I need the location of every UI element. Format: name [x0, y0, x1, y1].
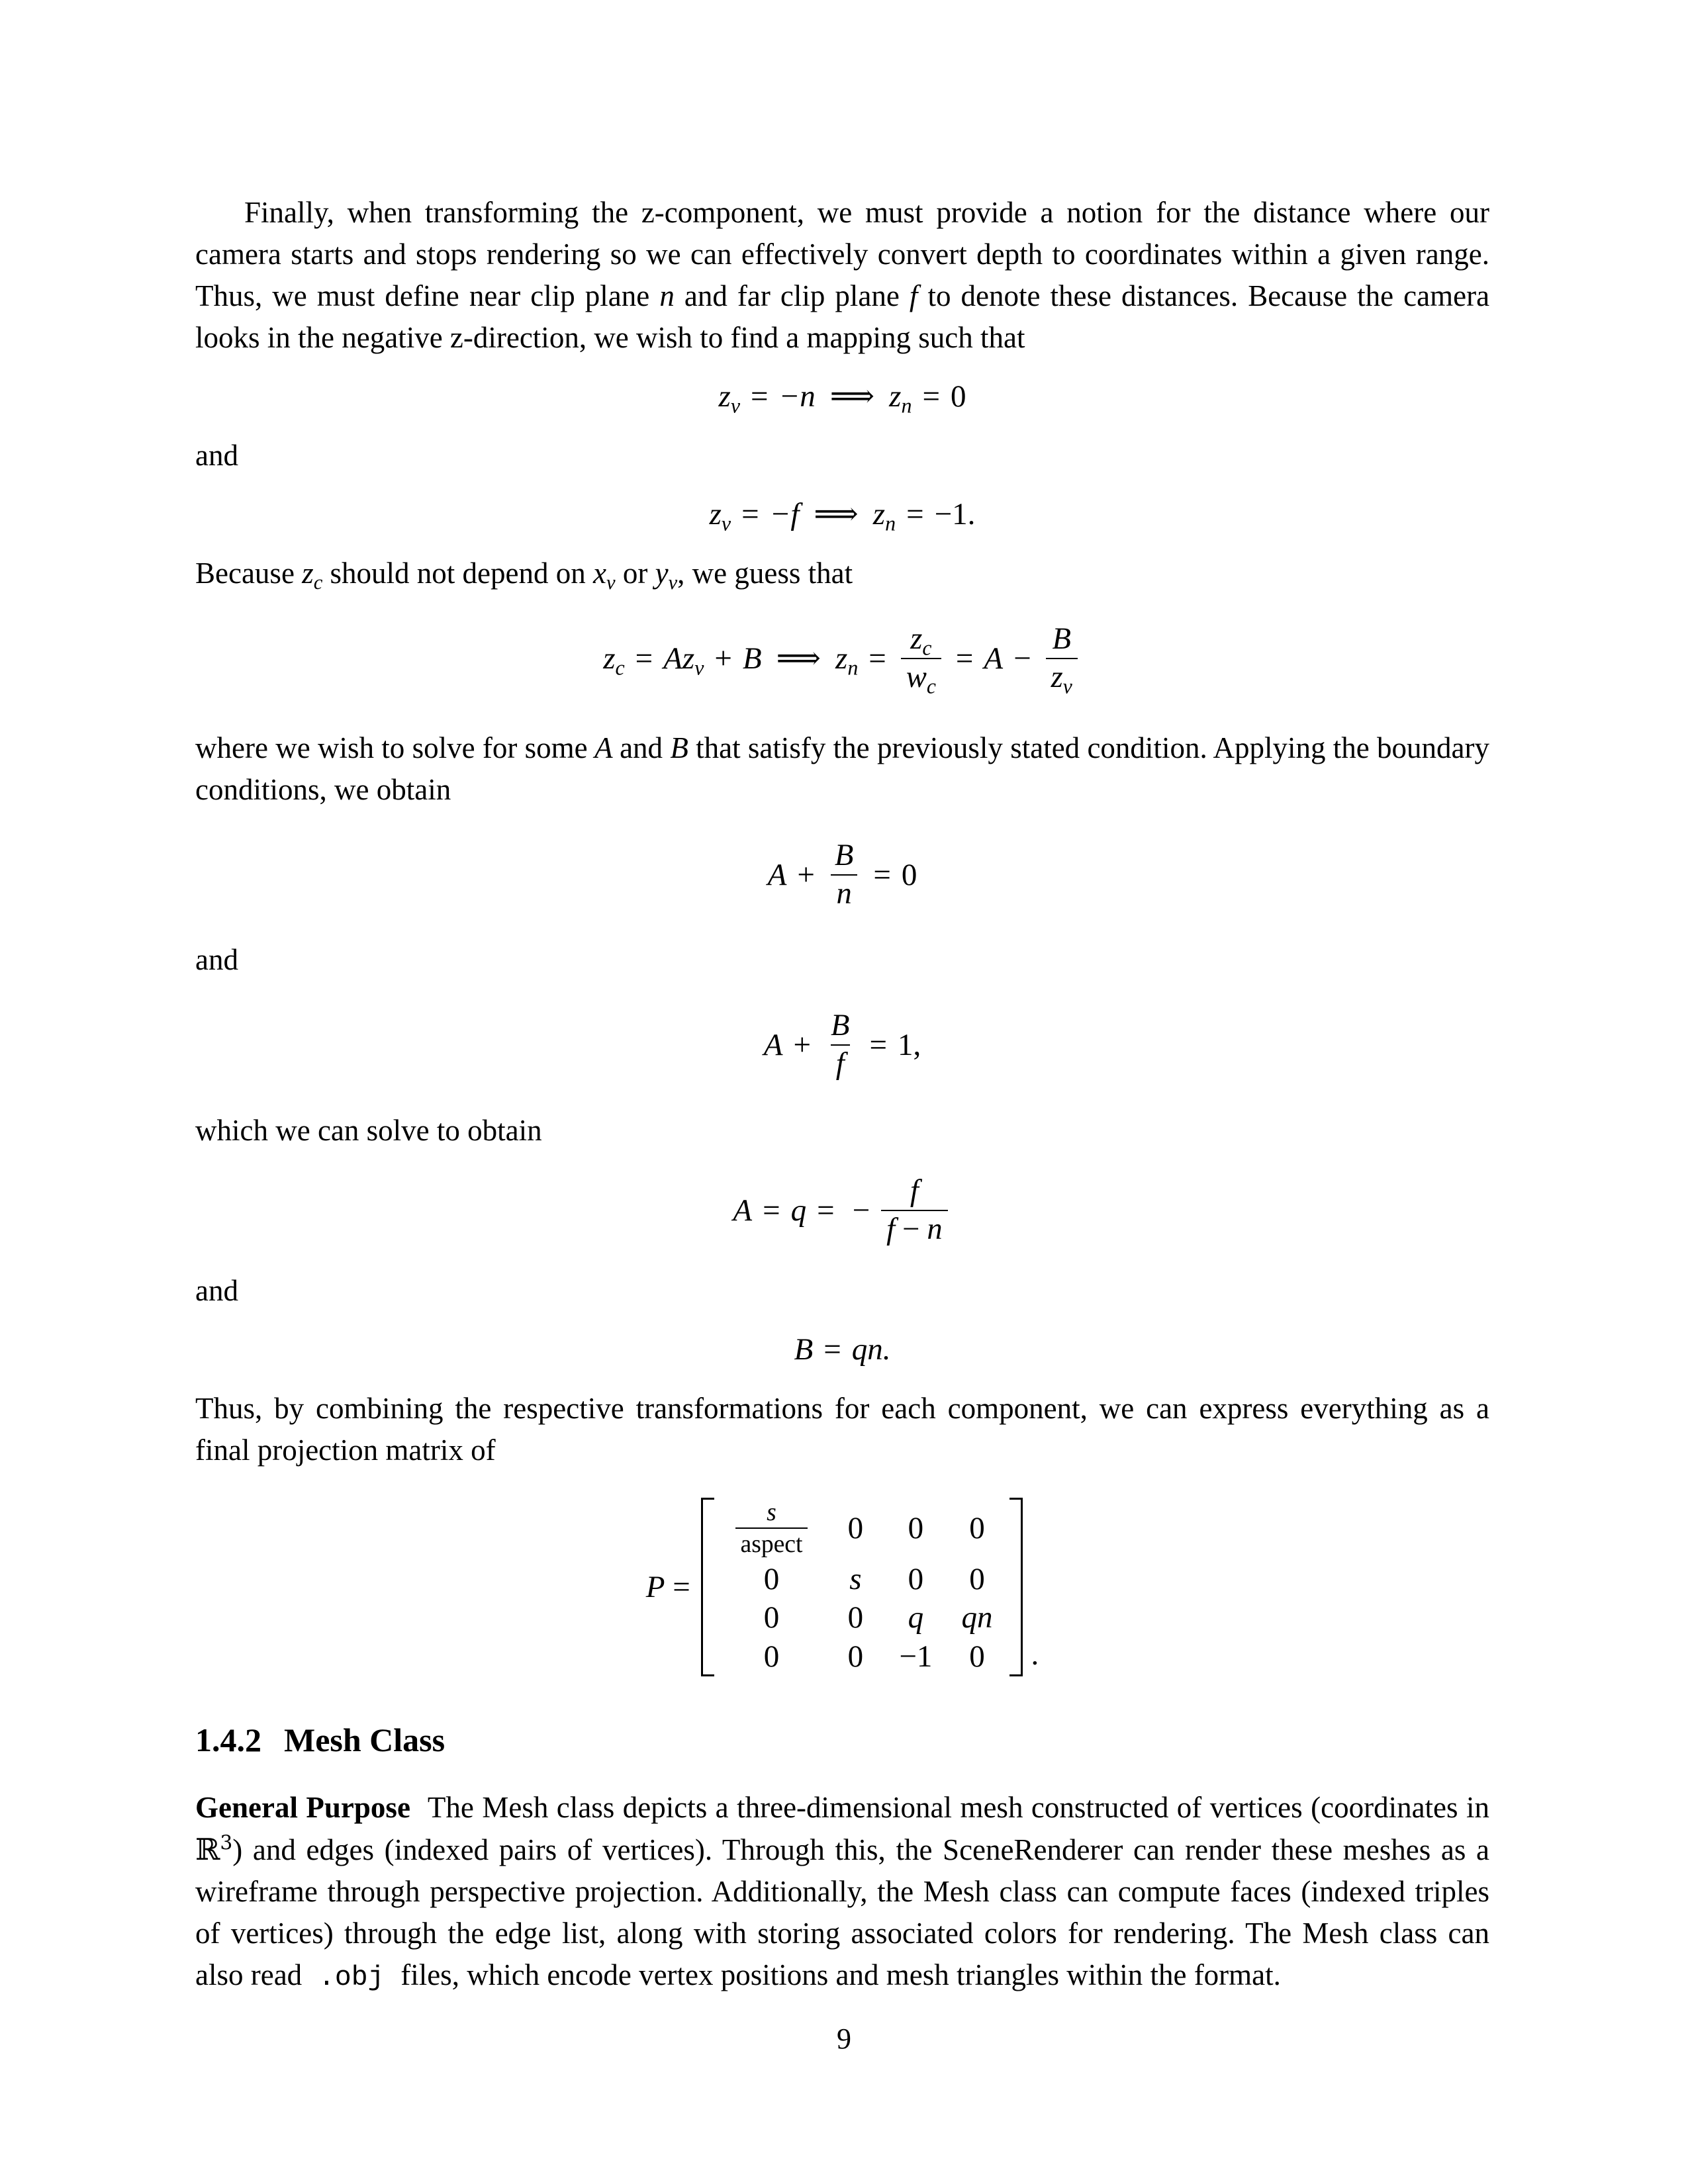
eq5-plus: +	[793, 1028, 812, 1063]
paragraph-intro	[195, 192, 1489, 359]
eq7-equals: =	[823, 1332, 841, 1367]
eq2-res-var: z	[872, 497, 886, 531]
equation-B-equals-qn	[195, 1334, 1489, 1365]
eq1-res-value: 0	[950, 379, 966, 414]
eq3-B: B	[742, 641, 762, 676]
connector-and-3: and	[195, 1273, 238, 1307]
eq6-den-minus: −	[902, 1212, 920, 1246]
eq4-fraction-B-n	[829, 840, 859, 911]
eq2-rhs: −f	[769, 497, 800, 531]
eq3-frac-num-var: z	[910, 622, 923, 656]
matrix-fraction-s-aspect	[735, 1500, 808, 1558]
eq1-rhs: −n	[778, 379, 816, 414]
eq4-equals: =	[873, 857, 891, 892]
connector-and-1: and	[195, 439, 238, 472]
because-mid: should not depend on	[330, 557, 586, 590]
eq3-frac-num-sub: c	[922, 636, 932, 660]
eq2-res-value: −1.	[934, 497, 976, 531]
matrix-cell-3-1: 0	[847, 1639, 864, 1674]
matrix-cell-0-1: 0	[847, 1511, 864, 1546]
symbol-B-inline: B	[670, 731, 688, 764]
eq1-res-equals: =	[922, 379, 940, 414]
because-or: or	[622, 557, 648, 590]
general-purpose-text-c: files, which encode vertex positions and mesh triangles within the format.	[400, 1958, 1281, 1991]
matrix-cell-2-3: qn	[961, 1600, 993, 1635]
matrix-row	[717, 1498, 1008, 1560]
blackboard-R-exponent: 3	[220, 1831, 233, 1855]
eq1-implies-arrow: ⟹	[829, 379, 875, 414]
eq4-frac-den: n	[831, 874, 857, 911]
eq3-frac2-num: B	[1052, 622, 1071, 656]
equation-boundary-far	[195, 1010, 1489, 1081]
eq3-zc-sub: c	[615, 656, 625, 680]
eq6-den-f: f	[886, 1212, 896, 1246]
where-solve-and: and	[620, 731, 663, 764]
matrix-cell-0-2: 0	[908, 1511, 924, 1546]
obj-extension: .obj	[318, 1962, 385, 1993]
equation-zv-near	[195, 379, 1489, 418]
matrix-cell-3-0: 0	[763, 1639, 780, 1674]
eq3-zv-sub: v	[694, 656, 704, 680]
equation-A-equals-q	[195, 1175, 1489, 1246]
section-title: Mesh Class	[284, 1721, 445, 1758]
matrix-row	[717, 1637, 1008, 1676]
eq4-plus: +	[797, 857, 815, 892]
eq3-zc-var: z	[603, 641, 616, 676]
eq3-frac2-den-var: z	[1051, 660, 1063, 694]
eq3-minus: −	[1013, 641, 1031, 676]
equation-boundary-near	[195, 840, 1489, 911]
matrix-cell-1-3: 0	[969, 1561, 985, 1596]
matrix-cell-3-2: −1	[899, 1639, 933, 1674]
eq1-lhs-sub: v	[730, 394, 741, 418]
eq6-minus: −	[852, 1193, 870, 1228]
matrix-frac-den: aspect	[735, 1527, 808, 1557]
matrix-cell-2-2: q	[908, 1600, 924, 1635]
equation-zc-definition	[195, 622, 1489, 698]
eq3-implies-arrow: ⟹	[776, 641, 821, 676]
eq5-value: 1,	[897, 1028, 921, 1063]
paragraph-where-solve	[195, 727, 1489, 811]
eq1-lhs-var: z	[718, 379, 731, 414]
because-lead: Because	[195, 557, 295, 590]
page-number: 9	[837, 2023, 851, 2055]
eq5-frac-den: f	[831, 1044, 850, 1081]
symbol-yv: $y_v$	[655, 557, 678, 594]
eq3-equals-3: =	[955, 641, 974, 676]
paragraph-because-zc	[195, 553, 1489, 594]
eq3-fraction-B-zv	[1046, 622, 1078, 698]
because-tail: , we guess that	[677, 557, 853, 590]
eq4-A: A	[767, 857, 787, 892]
eq3-zn-var: z	[835, 641, 848, 676]
symbol-zc: $z_c$	[302, 557, 323, 594]
matrix-cell-2-1: 0	[847, 1600, 864, 1635]
eq3-A: A	[663, 641, 682, 676]
where-solve-a: where we wish to solve for some	[195, 731, 588, 764]
eq2-res-sub: n	[885, 512, 896, 535]
blackboard-R-symbol: ℝ$^3$	[195, 1831, 233, 1867]
paragraph-intro-text-c: to denote these distances. Because the camera looks in the negative z-direction, we wish to find a mapping such that	[195, 279, 1490, 354]
eq5-equals: =	[869, 1028, 887, 1063]
paragraph-thus-combining: Thus, by combining the respective transformations for each component, we can express everything as a final projection matrix of	[195, 1391, 1489, 1467]
symbol-A-inline: A	[594, 731, 612, 764]
eq3-frac2-den-sub: v	[1062, 674, 1072, 698]
matrix-frac-num: s	[767, 1498, 776, 1526]
matrix-cell-2-0: 0	[763, 1600, 780, 1635]
eq3-A2: A	[984, 641, 1004, 676]
eq3-zn-sub: n	[847, 656, 859, 680]
eq6-equals-2: =	[817, 1193, 835, 1228]
symbol-far-clip: f	[909, 279, 918, 312]
matrix-row	[717, 1598, 1008, 1637]
paragraph-intro-text-a: Finally, when transforming the z-component, we must provide a notion for the distance where our camera starts and stops rendering so we can effectively convert depth to coordinates within a given range. Thus, we must define near clip plane	[195, 196, 1489, 312]
eq2-res-equals: =	[906, 497, 924, 531]
eq3-zv-var: z	[682, 641, 695, 676]
matrix-bracket-left	[701, 1498, 714, 1676]
eq7-B: B	[794, 1332, 814, 1367]
eq6-A: A	[733, 1193, 753, 1228]
paragraph-which-solve: which we can solve to obtain	[195, 1114, 542, 1148]
eq6-q: q	[790, 1193, 807, 1228]
paragraph-intro-text-b: and far clip plane	[684, 279, 900, 312]
eq5-frac-num: B	[831, 1009, 850, 1043]
eq3-frac-den-var: w	[906, 660, 927, 694]
matrix-cell-0-3: 0	[969, 1511, 985, 1546]
matrix-cell-0-0	[717, 1498, 827, 1560]
eq1-equals: =	[751, 379, 769, 414]
eq6-equals-1: =	[763, 1193, 780, 1228]
symbol-near-clip: n	[659, 279, 675, 312]
eq5-A: A	[763, 1028, 783, 1063]
equation-projection-matrix	[195, 1498, 1489, 1676]
section-heading-mesh-class	[195, 1720, 1489, 1760]
eq2-equals: =	[741, 497, 759, 531]
symbol-xv: $x_v$	[593, 557, 616, 594]
matrix-cell-1-2: 0	[908, 1561, 924, 1596]
eq2-implies-arrow: ⟹	[814, 497, 859, 531]
matrix-cell-1-1: s	[849, 1561, 862, 1596]
eq3-equals-1: =	[635, 641, 653, 676]
general-purpose-text-b: ) and edges (indexed pairs of vertices). Through this, the SceneRenderer can render these meshes as a wireframe through perspective projection. Additionally, the Mesh class can compute faces (indexed triples of vertices) through the edge list, along with storing associated colors for rendering. The Mesh class can also read	[195, 1833, 1489, 1991]
matrix-cell-3-3: 0	[969, 1639, 985, 1674]
matrix-lead	[646, 1569, 701, 1605]
eq2-lhs-var: z	[709, 497, 722, 531]
matrix-equals: =	[673, 1569, 690, 1604]
section-number: 1.4.2	[195, 1721, 261, 1758]
eq6-den-n: n	[927, 1212, 943, 1246]
general-purpose-text-a: The Mesh class depicts a three-dimensional mesh constructed of vertices (coordinates in	[427, 1790, 1490, 1824]
eq1-res-sub: n	[901, 394, 912, 418]
matrix-bracket-right	[1009, 1498, 1023, 1676]
matrix-row	[717, 1560, 1008, 1599]
paragraph-general-purpose	[195, 1786, 1489, 1998]
eq4-frac-num: B	[834, 838, 854, 872]
where-solve-b: that satisfy the previously stated condition. Applying the boundary conditions, we obtain	[195, 731, 1490, 806]
eq6-frac-num: f	[910, 1174, 919, 1208]
eq3-fraction-zc-wc	[901, 622, 941, 698]
matrix-cell-1-0: 0	[763, 1561, 780, 1596]
matrix-grid	[717, 1498, 1008, 1676]
eq3-equals-2: =	[868, 641, 886, 676]
eq1-res-var: z	[889, 379, 902, 414]
eq4-value: 0	[901, 857, 917, 892]
matrix-P: P	[645, 1569, 665, 1604]
eq7-rhs: qn.	[851, 1332, 891, 1367]
general-purpose-runin-label: General Purpose	[195, 1790, 410, 1824]
equation-zv-far	[195, 497, 1489, 535]
page-content	[195, 192, 1489, 1998]
eq5-fraction-B-f	[825, 1010, 855, 1081]
eq6-fraction-f-over-f-minus-n	[881, 1175, 947, 1246]
matrix-trailing-period: .	[1031, 1637, 1039, 1672]
connector-and-2: and	[195, 943, 238, 977]
eq3-frac-den-sub: c	[926, 674, 936, 698]
eq3-plus: +	[714, 641, 732, 676]
eq2-lhs-sub: v	[721, 512, 731, 535]
